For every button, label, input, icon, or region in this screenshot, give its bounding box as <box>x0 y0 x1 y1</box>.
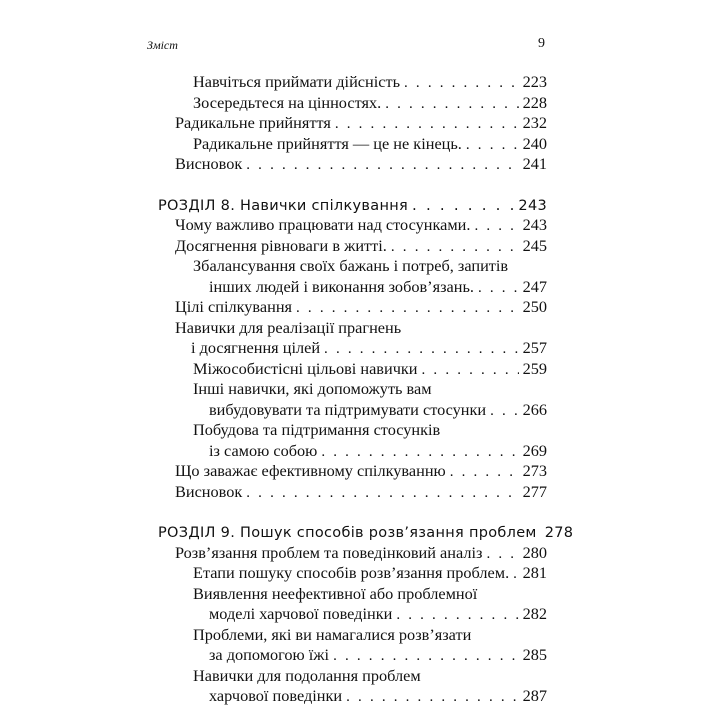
toc-chapter-entry[interactable] <box>0 522 720 543</box>
toc-entry-title: Міжособистісні цільові навички <box>193 358 418 378</box>
dot-leader <box>346 687 518 708</box>
toc-entry-title: інших людей і виконання зобов’язань. <box>209 276 474 296</box>
dot-leader <box>296 298 519 319</box>
toc-page-number: 243 <box>518 197 547 214</box>
toc-entry-title: Побудова та підтримання стосунків <box>193 420 441 439</box>
toc-entry[interactable] <box>0 420 720 461</box>
dot-leader <box>321 442 518 463</box>
toc-entry[interactable] <box>0 215 720 236</box>
toc-entry[interactable] <box>0 154 720 175</box>
toc-entry[interactable] <box>0 113 720 134</box>
toc-page-number: 285 <box>522 645 547 664</box>
dot-leader <box>490 401 518 422</box>
dot-leader <box>385 94 518 115</box>
dot-leader <box>333 646 518 667</box>
toc-page-number: 278 <box>544 525 574 541</box>
toc-page-number: 240 <box>522 133 547 153</box>
running-header <box>147 36 547 56</box>
toc-entry-title: Виявлення неефективної або проблемної <box>193 583 478 603</box>
toc-page-number: 232 <box>522 113 547 132</box>
section-title: Зміст <box>147 38 178 52</box>
toc-entry-title: Досягнення рівноваги в житті. <box>175 235 387 255</box>
toc-page-number: 241 <box>522 154 547 173</box>
chapter-gap <box>0 502 720 522</box>
dot-leader <box>474 216 518 237</box>
dot-leader <box>486 544 518 565</box>
page-number: 9 <box>538 36 545 51</box>
toc-page-number: 287 <box>522 686 547 705</box>
toc-entry-title: Розв’язання проблем та поведінковий аналіз <box>175 542 483 562</box>
toc-entry[interactable] <box>0 625 720 666</box>
toc-entry[interactable] <box>0 72 720 93</box>
toc-entry[interactable] <box>0 584 720 625</box>
dot-leader <box>404 73 519 94</box>
toc-entry-title: Інші навички, які допоможуть вам <box>193 379 432 398</box>
toc-page-number: 277 <box>522 481 547 501</box>
toc-page-number: 243 <box>522 215 547 234</box>
dot-leader <box>396 605 518 626</box>
toc-entry[interactable] <box>0 93 720 114</box>
toc-entry-title: і досягнення цілей <box>191 338 321 357</box>
toc-entry[interactable] <box>0 379 720 420</box>
dot-leader <box>246 483 518 504</box>
toc-entry-title: Радикальне прийняття <box>175 113 331 132</box>
toc-entry-title: Радикальне прийняття — це не кінець. <box>193 133 462 153</box>
toc-page-number: 269 <box>522 440 547 460</box>
toc-entry-title: Висновок <box>175 154 243 173</box>
toc-entry[interactable] <box>0 297 720 318</box>
toc-page-number: 266 <box>522 399 547 419</box>
toc-entry-title: Цілі спілкування <box>175 297 293 316</box>
toc-page-number: 223 <box>522 72 547 91</box>
toc-entry[interactable] <box>0 134 720 155</box>
dot-leader <box>335 114 519 135</box>
toc-page-number: 281 <box>522 563 547 582</box>
toc-entry[interactable] <box>0 256 720 297</box>
toc-entry[interactable] <box>0 543 720 564</box>
dot-leader <box>478 278 519 299</box>
dot-leader <box>422 360 519 381</box>
toc-entry-title: Етапи пошуку способів розв’язання проблем. <box>193 563 510 582</box>
dot-leader <box>466 135 519 156</box>
toc-entry-title: Висновок <box>175 481 243 501</box>
toc-entry-title: Навички для реалізації прагнень <box>175 317 402 337</box>
toc-entry-title: Чому важливо працювати над стосунками. <box>175 215 471 234</box>
toc-page-number: 280 <box>522 542 547 562</box>
dot-leader <box>450 462 519 483</box>
toc-page-number: 228 <box>522 92 547 112</box>
toc-entry-title: із самою собою <box>209 440 318 460</box>
toc-entry[interactable] <box>0 666 720 707</box>
toc-entry-title: харчової поведінки <box>209 686 343 705</box>
toc-entry[interactable] <box>0 461 720 482</box>
toc-entry-title: Що заважає ефективному спілкуванню <box>175 461 446 480</box>
toc-page-number: 273 <box>522 461 547 480</box>
toc-entry-title: моделі харчової поведінки <box>209 604 393 623</box>
toc-entry[interactable] <box>0 563 720 584</box>
toc-entry-title: Зосередьтеся на цінностях. <box>193 92 382 112</box>
toc-page-number: 250 <box>522 297 547 316</box>
toc-entry-title: Проблеми, які ви намагалися розв’язати <box>193 624 472 644</box>
toc-entry[interactable] <box>0 482 720 503</box>
toc-entry-title: за допомогою їжі <box>209 645 330 664</box>
toc-entry-title: вибудовувати та підтримувати стосунки <box>209 399 487 419</box>
toc-entry-title: РОЗДІЛ 8. Навички спілкування <box>158 197 409 214</box>
dot-leader <box>246 155 518 176</box>
toc-entry[interactable] <box>0 236 720 257</box>
toc-entry-title: РОЗДІЛ 9. Пошук способів розв’язання проблем <box>158 525 537 541</box>
table-of-contents <box>0 72 720 707</box>
dot-leader <box>513 564 518 585</box>
toc-page-number: 245 <box>522 235 547 255</box>
toc-page-number: 247 <box>522 276 547 296</box>
toc-page-number: 257 <box>522 338 547 357</box>
chapter-gap <box>0 175 720 195</box>
toc-entry-title: Збалансування своїх бажань і потреб, запитів <box>193 256 509 275</box>
dot-leader <box>324 339 519 360</box>
toc-chapter-entry[interactable] <box>0 195 720 216</box>
dot-leader <box>412 195 514 216</box>
toc-page-number: 282 <box>522 604 547 623</box>
toc-entry[interactable] <box>0 318 720 359</box>
toc-entry[interactable] <box>0 359 720 380</box>
dot-leader <box>391 237 519 258</box>
toc-entry-title: Навчіться приймати дійсність <box>193 72 401 91</box>
toc-page-number: 259 <box>522 358 547 378</box>
toc-entry-title: Навички для подолання проблем <box>193 665 421 685</box>
